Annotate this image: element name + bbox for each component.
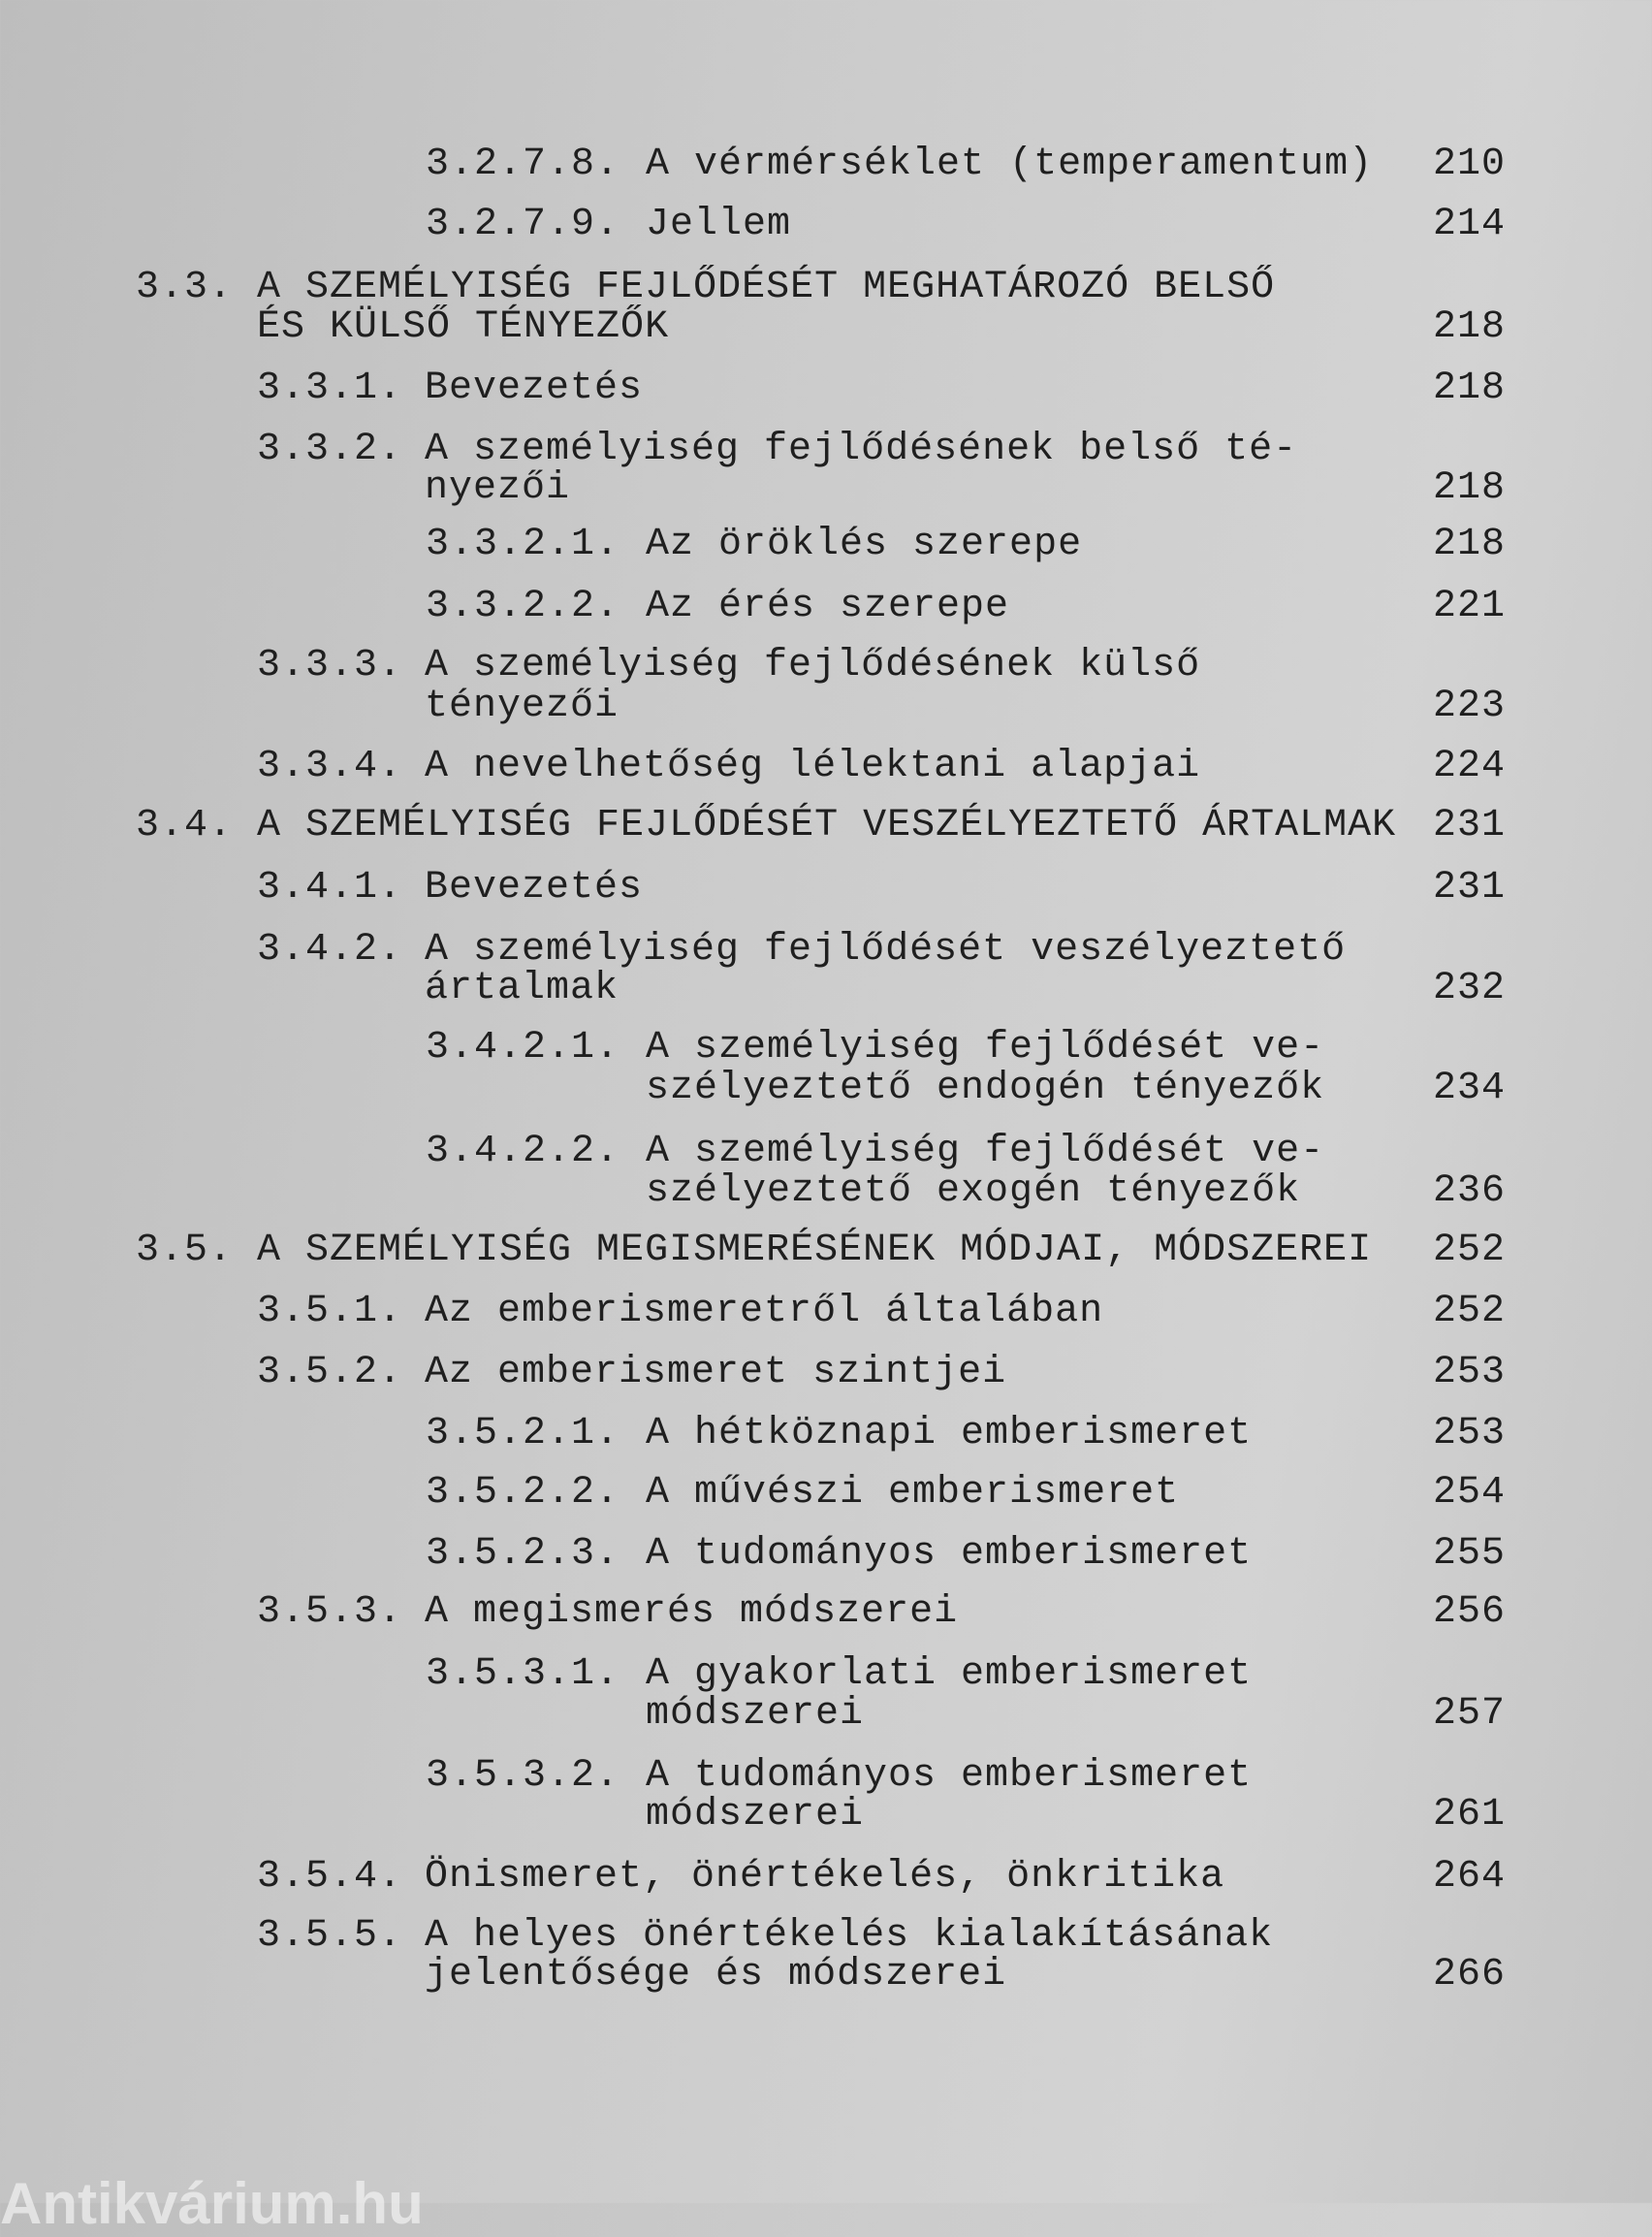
- section-title: A tudományos emberismeret: [646, 1532, 1253, 1576]
- section-number: 3.3.3.: [257, 644, 403, 687]
- section-number: 3.5.5.: [257, 1914, 403, 1958]
- section-title: A művészi emberismeret: [646, 1471, 1180, 1515]
- page-number: 266: [1433, 1953, 1507, 1997]
- section-number: 3.5.2.2.: [426, 1471, 620, 1515]
- section-title: ártalmak: [425, 967, 620, 1010]
- section-title: A személyiség fejlődésének belső té-: [425, 428, 1298, 471]
- section-title: Jellem: [646, 203, 792, 246]
- section-title: A SZEMÉLYISÉG FEJLŐDÉSÉT MEGHATÁROZÓ BELSŐ: [257, 266, 1276, 309]
- page-number: 223: [1433, 685, 1507, 728]
- section-number: 3.5.2.1.: [426, 1412, 620, 1455]
- section-number: 3.3.1.: [257, 367, 403, 410]
- page-number: 252: [1433, 1290, 1507, 1333]
- page-number: 253: [1433, 1351, 1507, 1394]
- section-number: 3.3.2.: [257, 428, 403, 471]
- section-number: 3.2.7.8.: [426, 143, 620, 186]
- section-title: Önismeret, önértékelés, önkritika: [425, 1855, 1225, 1899]
- section-title: módszerei: [646, 1692, 865, 1736]
- page-number: 231: [1433, 866, 1507, 910]
- section-number: 3.4.2.1.: [426, 1026, 620, 1070]
- section-number: 3.5.3.1.: [426, 1652, 620, 1696]
- section-title: A személyiség fejlődését veszélyeztető: [425, 928, 1347, 972]
- section-title: Bevezetés: [425, 367, 644, 410]
- section-title: A helyes önértékelés kialakításának: [425, 1914, 1274, 1958]
- section-number: 3.3.2.2.: [426, 585, 620, 628]
- section-title: Az érés szerepe: [646, 585, 1010, 628]
- section-number: 3.5.3.2.: [426, 1754, 620, 1798]
- page-number: 253: [1433, 1412, 1507, 1455]
- page-number: 255: [1433, 1532, 1507, 1576]
- page-number: 234: [1433, 1067, 1507, 1110]
- page-number: 218: [1433, 367, 1507, 410]
- section-title: A megismerés módszerei: [425, 1590, 959, 1634]
- page-number: 252: [1433, 1229, 1507, 1272]
- section-title: Az emberismeretről általában: [425, 1290, 1104, 1333]
- section-number: 3.5.3.: [257, 1590, 403, 1634]
- section-title: A személyiség fejlődését ve-: [646, 1026, 1325, 1070]
- page-number: 254: [1433, 1471, 1507, 1515]
- section-number: 3.5.2.: [257, 1351, 403, 1394]
- section-number: 3.4.1.: [257, 866, 403, 910]
- section-title: Bevezetés: [425, 866, 644, 910]
- page-number: 218: [1433, 466, 1507, 510]
- page-number: 214: [1433, 203, 1507, 246]
- section-title: A SZEMÉLYISÉG FEJLŐDÉSÉT VESZÉLYEZTETŐ ÁRTALMAK: [257, 804, 1397, 847]
- section-number: 3.5.: [136, 1229, 234, 1272]
- page-number: 256: [1433, 1590, 1507, 1634]
- section-number: 3.5.4.: [257, 1855, 403, 1899]
- section-title: módszerei: [646, 1793, 865, 1837]
- page-number: 231: [1433, 804, 1507, 847]
- section-title: szélyeztető exogén tényezők: [646, 1169, 1301, 1213]
- section-title: A hétköznapi emberismeret: [646, 1412, 1253, 1455]
- section-number: 3.4.2.2.: [426, 1130, 620, 1173]
- page-number: 221: [1433, 585, 1507, 628]
- section-number: 3.3.: [136, 266, 234, 309]
- section-title: jelentősége és módszerei: [425, 1953, 1007, 1997]
- page-number: 218: [1433, 305, 1507, 349]
- section-title: A SZEMÉLYISÉG MEGISMERÉSÉNEK MÓDJAI, MÓDSZEREI: [257, 1229, 1373, 1272]
- page-number: 232: [1433, 967, 1507, 1010]
- watermark: Antikvárium.hu: [0, 2171, 424, 2236]
- section-title: szélyeztető endogén tényezők: [646, 1067, 1325, 1110]
- section-number: 3.3.2.1.: [426, 523, 620, 566]
- section-title: A nevelhetőség lélektani alapjai: [425, 745, 1201, 788]
- section-title: tényezői: [425, 685, 620, 728]
- page-number: 257: [1433, 1692, 1507, 1736]
- section-number: 3.5.1.: [257, 1290, 403, 1333]
- section-title: A személyiség fejlődését ve-: [646, 1130, 1325, 1173]
- page-number: 218: [1433, 523, 1507, 566]
- section-number: 3.4.2.: [257, 928, 403, 972]
- section-title: nyezői: [425, 466, 571, 510]
- section-title: A tudományos emberismeret: [646, 1754, 1253, 1798]
- page-number: 236: [1433, 1169, 1507, 1213]
- page-number: 261: [1433, 1793, 1507, 1837]
- section-title: A gyakorlati emberismeret: [646, 1652, 1253, 1696]
- page-number: 224: [1433, 745, 1507, 788]
- page-number: 210: [1433, 143, 1507, 186]
- section-number: 3.4.: [136, 804, 234, 847]
- section-title: A vérmérséklet (temperamentum): [646, 143, 1374, 186]
- section-number: 3.2.7.9.: [426, 203, 620, 246]
- section-title: Az öröklés szerepe: [646, 523, 1083, 566]
- section-title: A személyiség fejlődésének külső: [425, 644, 1201, 687]
- section-title: ÉS KÜLSŐ TÉNYEZŐK: [257, 305, 670, 349]
- section-title: Az emberismeret szintjei: [425, 1351, 1007, 1394]
- section-number: 3.5.2.3.: [426, 1532, 620, 1576]
- section-number: 3.3.4.: [257, 745, 403, 788]
- page-number: 264: [1433, 1855, 1507, 1899]
